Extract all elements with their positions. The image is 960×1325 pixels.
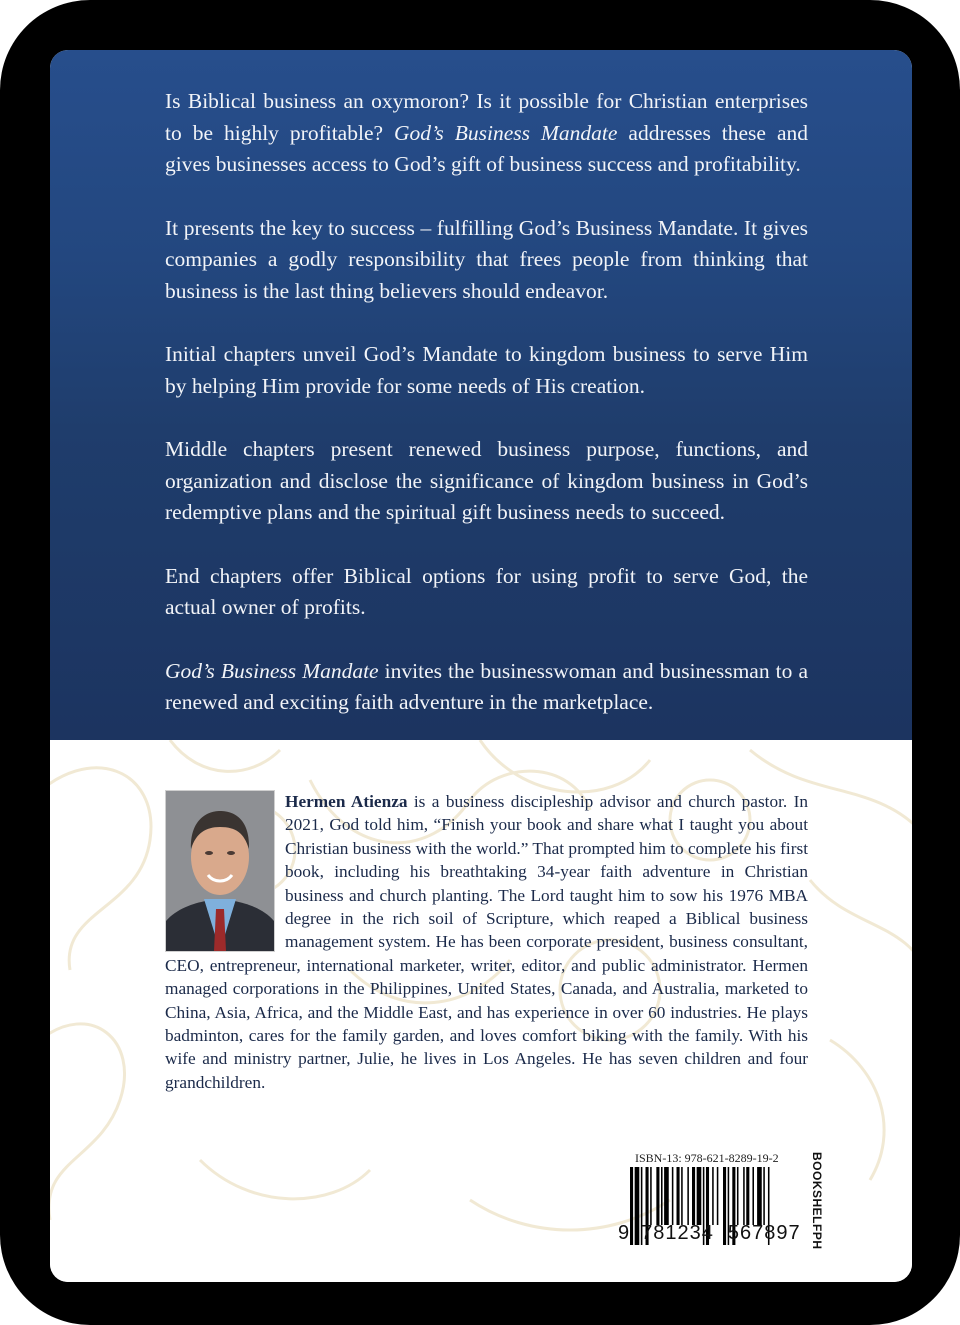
barcode-bar [763,1167,765,1225]
book-title-italic: God’s Business Mandate [165,658,379,683]
barcode-bar [687,1167,689,1225]
blurb-paragraph-1: Is Biblical business an oxymoron? Is it possible for Christian enterprises to be highly profitable? God’s Business Mandate addresses these and gives businesses access to God’s gift of business success and profitability. [165,89,808,176]
barcode-bar [746,1167,749,1225]
book-back-cover [50,50,912,1282]
author-bio-text: is a business discipleship advisor and church pastor. In 2021, God told him, “Finish your book and share what I taught you about Christian business with the world.” That prompted him to complete his first book, including his breathtaking 34-year faith adventure in Christian business and church planting. The Lord taught him to sow his 1976 MBA degree in the rich soil of Scripture, which reaped a Biblical business management system. He has been corporate president, business consultant, CEO, entrepreneur, international marketer, writer, editor, and public administrator. Hermen managed corporations in the Philippines, United States, Canada, and Australia, marketed to China, Asia, Africa, and the Middle East, and has experience in over 60 industries. He plays badminton, cares for the family garden, and loves comfort biking with the family. With his wife and ministry partner, Julie, he lives in Los Angeles. He has seven children and four grandchildren. [165,792,808,1092]
blurb-text [165,86,808,751]
barcode-bar [661,1167,663,1225]
author-bio [165,790,808,1094]
barcode-bar [697,1167,702,1225]
blurb-paragraph-5: End chapters offer Biblical options for using profit to serve God, the actual owner of profits. [165,563,808,619]
barcode-bar [743,1167,745,1225]
barcode-bar [757,1167,762,1225]
author-photo [165,790,275,952]
isbn-label: ISBN-13: 978-621-8289-19-2 [635,1151,779,1165]
blurb-paragraph-2: It presents the key to success – fulfilling God’s Business Mandate. It gives companies a godly responsibility that frees people from thinking that business is the last thing believers should endeavor. [165,215,808,303]
barcode-bar [737,1167,739,1225]
barcode-bar [752,1167,754,1225]
blurb-paragraph-3: Initial chapters unveil God’s Mandate to kingdom business to serve Him by helping Him provide for some needs of His creation. [165,342,808,398]
author-portrait-image [166,791,274,951]
barcode-bar [712,1167,714,1225]
barcode-digit-first: 9 [618,1222,630,1244]
barcode-bar [692,1167,695,1225]
barcode-bar [650,1167,652,1225]
blurb-paragraph-6: God’s Business Mandate invites the businesswoman and businessman to a renewed and exciting faith adventure in the marketplace. [165,658,808,714]
barcode-digits-right: 567897 [727,1222,801,1244]
blurb-paragraph-4: Middle chapters present renewed business purpose, functions, and organization and disclose the significance of kingdom business in God’s redemptive plans and the spiritual gift business needs to succeed. [165,437,808,524]
barcode-bar [672,1167,674,1225]
barcode-bar [664,1167,669,1225]
barcode-bar [681,1167,683,1225]
author-name: Hermen Atienza [285,792,408,811]
barcode-bar [717,1167,719,1225]
barcode-bar [656,1167,659,1225]
book-title-italic: God’s Business Mandate [394,120,618,145]
author-panel [50,740,912,1282]
barcode-digits [618,1222,801,1245]
barcode-bar [677,1167,680,1225]
barcode-digits-left: 781234 [641,1222,714,1244]
blurb-panel [50,50,912,740]
publisher-name: BOOKSHELFPH [810,1152,824,1250]
